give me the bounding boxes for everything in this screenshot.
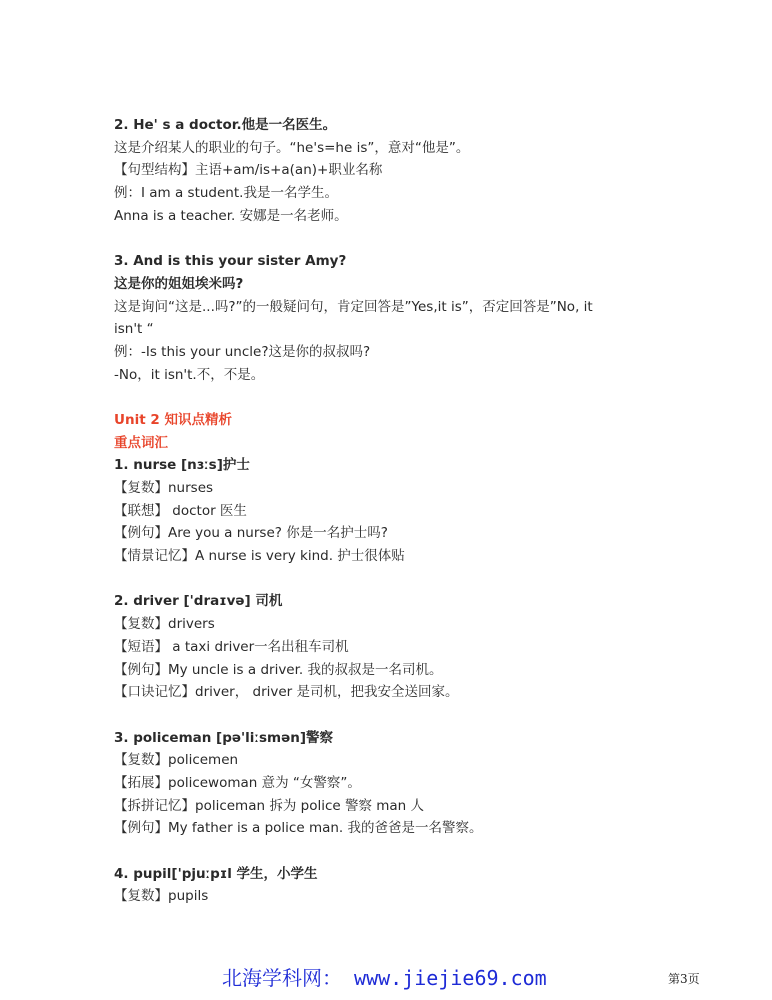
page-number: 第3页 bbox=[668, 972, 700, 986]
text-line: 【复数】pupils bbox=[114, 888, 209, 905]
text-line: 【复数】drivers bbox=[114, 616, 215, 633]
unit-title: Unit 2 知识点精析 bbox=[114, 411, 232, 428]
text-line: 【拓展】policewoman 意为 “女警察”。 bbox=[114, 774, 361, 791]
vocab-heading: 2. driver ['draɪvə] 司机 bbox=[114, 593, 283, 610]
text-line: -No，it isn't.不，不是。 bbox=[114, 366, 265, 383]
text-line: 例：-Is this your uncle?这是你的叔叔吗? bbox=[114, 343, 371, 360]
section-title: 重点词汇 bbox=[114, 434, 168, 451]
text-line: Anna is a teacher. 安娜是一名老师。 bbox=[114, 207, 348, 224]
vocab-heading: 1. nurse [nɜːs]护士 bbox=[114, 457, 250, 474]
sentence-heading: 2. He' s a doctor.他是一名医生。 bbox=[114, 117, 337, 133]
text-line: 例：I am a student.我是一名学生。 bbox=[114, 185, 338, 202]
text-line: 【复数】policemen bbox=[114, 752, 239, 769]
text-line: 【拆拼记忆】policeman 拆为 police 警察 man 人 bbox=[114, 797, 425, 814]
text-line: isn't “ bbox=[114, 321, 154, 338]
text-line: 【例句】Are you a nurse? 你是一名护士吗? bbox=[114, 525, 388, 542]
vocab-heading: 3. policeman [pə'liːsmən]警察 bbox=[114, 729, 334, 746]
footer-site-link[interactable]: 北海学科网： www.jiejie69.com bbox=[222, 966, 547, 990]
document-body bbox=[114, 114, 654, 908]
text-line: 【口诀记忆】driver， driver 是司机，把我安全送回家。 bbox=[114, 684, 459, 701]
text-line: 【句型结构】主语+am/is+a(an)+职业名称 bbox=[114, 162, 383, 179]
text-line: 【例句】My uncle is a driver. 我的叔叔是一名司机。 bbox=[114, 661, 443, 678]
text-line: 【联想】 doctor 医生 bbox=[114, 502, 247, 519]
text-line: 【复数】nurses bbox=[114, 480, 214, 496]
text-line: 这是介绍某人的职业的句子。“he's=he is”，意对“他是”。 bbox=[114, 139, 470, 156]
text-line: 这是询问“这是...吗?”的一般疑问句，肯定回答是”Yes,it is”，否定回答是”No, it bbox=[114, 298, 593, 315]
sentence-translation: 这是你的姐姐埃米吗? bbox=[114, 275, 244, 292]
text-line: 【例句】My father is a police man. 我的爸爸是一名警察。 bbox=[114, 820, 483, 837]
text-line: 【情景记忆】A nurse is very kind. 护士很体贴 bbox=[114, 548, 405, 565]
sentence-heading: 3. And is this your sister Amy? bbox=[114, 253, 347, 270]
vocab-heading: 4. pupil['pjuːpɪl 学生，小学生 bbox=[114, 865, 318, 882]
text-line: 【短语】 a taxi driver一名出租车司机 bbox=[114, 638, 349, 655]
